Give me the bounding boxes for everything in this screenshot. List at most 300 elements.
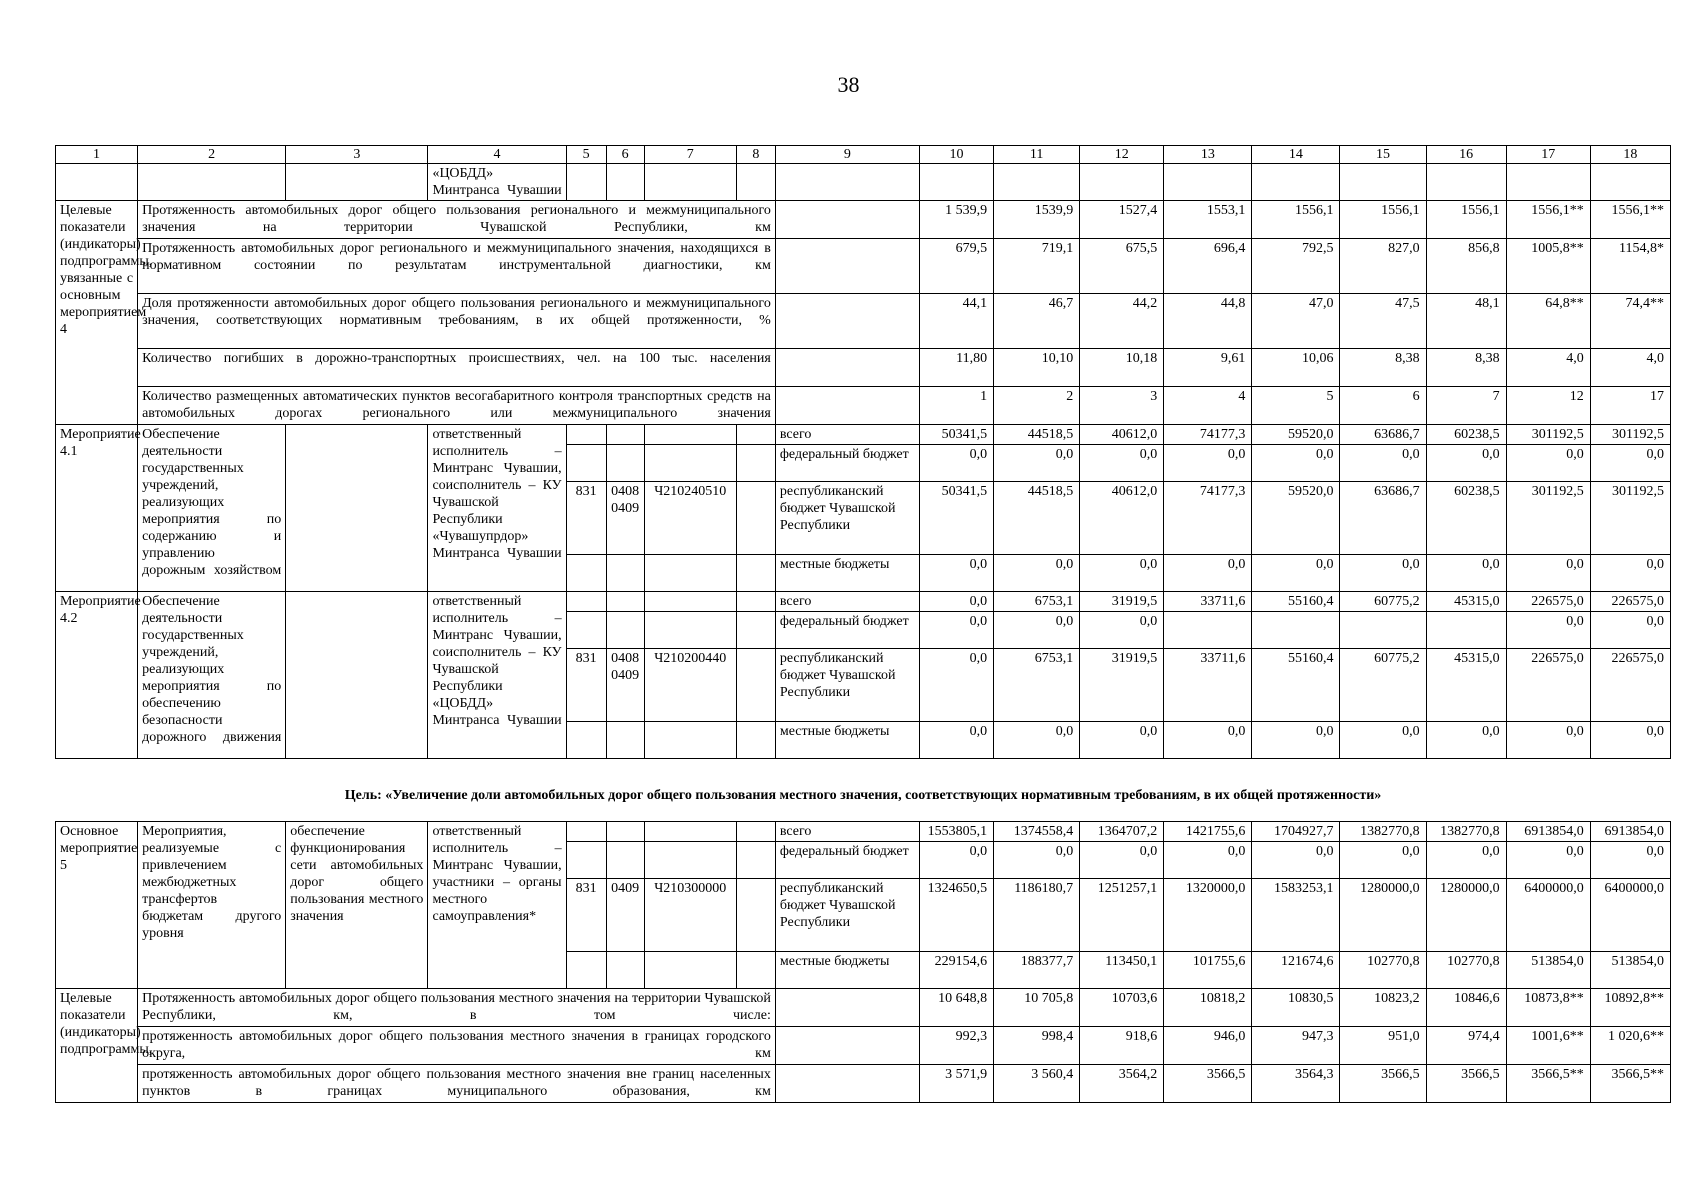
indicator-row — [56, 294, 1671, 349]
value-cell: 918,6 — [1080, 1027, 1164, 1065]
column-number: 13 — [1164, 146, 1252, 164]
value-cell: 226575,0 — [1506, 649, 1590, 722]
table-cell — [1590, 164, 1670, 201]
table-cell — [736, 952, 775, 989]
value-cell: 1 — [920, 387, 994, 425]
value-cell: 6753,1 — [994, 649, 1080, 722]
value-cell: 10,06 — [1252, 349, 1340, 387]
value-cell: 2 — [994, 387, 1080, 425]
value-cell: 0,0 — [994, 722, 1080, 759]
measure-goal — [286, 592, 428, 759]
table-cell — [606, 612, 644, 649]
column-number: 7 — [644, 146, 736, 164]
value-cell: 101755,6 — [1164, 952, 1252, 989]
column-number: 9 — [775, 146, 919, 164]
value-cell: 856,8 — [1426, 239, 1506, 294]
table-cell — [920, 164, 994, 201]
funding-source: всего — [775, 425, 919, 445]
value-cell: 1005,8** — [1506, 239, 1590, 294]
value-cell: 1324650,5 — [920, 879, 994, 952]
value-cell: 0,0 — [1080, 445, 1164, 482]
funding-source: федеральный бюджет — [775, 842, 919, 879]
table-cell — [736, 592, 775, 612]
value-cell: 675,5 — [1080, 239, 1164, 294]
table-cell — [138, 164, 286, 201]
table-cell — [566, 555, 606, 592]
table-cell — [606, 425, 644, 445]
value-cell: 0,0 — [1426, 555, 1506, 592]
value-cell: 1382770,8 — [1426, 822, 1506, 842]
value-cell: 4,0 — [1506, 349, 1590, 387]
value-cell: 74177,3 — [1164, 425, 1252, 445]
table-cell — [606, 164, 644, 201]
value-cell: 59520,0 — [1252, 482, 1340, 555]
value-cell: 113450,1 — [1080, 952, 1164, 989]
table-cell — [566, 592, 606, 612]
value-cell: 44518,5 — [994, 482, 1080, 555]
table-cell — [606, 822, 644, 842]
column-number: 11 — [994, 146, 1080, 164]
table-cell — [736, 612, 775, 649]
funding-row — [56, 592, 1671, 612]
table-cell — [644, 445, 736, 482]
value-cell: 0,0 — [1506, 842, 1590, 879]
value-cell: 40612,0 — [1080, 482, 1164, 555]
value-cell: 47,0 — [1252, 294, 1340, 349]
table-cell — [775, 349, 919, 387]
value-cell: 121674,6 — [1252, 952, 1340, 989]
column-number: 3 — [286, 146, 428, 164]
target-article-code: Ч210300000 — [644, 879, 736, 952]
value-cell: 1280000,0 — [1426, 879, 1506, 952]
value-cell: 3564,3 — [1252, 1065, 1340, 1103]
value-cell: 10,18 — [1080, 349, 1164, 387]
value-cell: 63686,7 — [1340, 425, 1426, 445]
value-cell: 3566,5 — [1340, 1065, 1426, 1103]
goal-heading: Цель: «Увеличение доли автомобильных дорог общего пользования местного значения, соответствующих нормативным требованиям, в их общей протяженности» — [344, 788, 1382, 803]
indicator-row — [56, 1065, 1671, 1103]
table-cell — [566, 842, 606, 879]
value-cell: 1539,9 — [994, 201, 1080, 239]
measure-name: Мероприятия, реализуемые с привлечением межбюджетных трансфертов бюджетам другого уровня — [138, 822, 286, 989]
value-cell: 1553,1 — [1164, 201, 1252, 239]
table-cell — [736, 425, 775, 445]
value-cell: 0,0 — [1252, 445, 1340, 482]
value-cell: 301192,5 — [1506, 425, 1590, 445]
value-cell: 3 571,9 — [920, 1065, 994, 1103]
value-cell: 64,8** — [1506, 294, 1590, 349]
table-cell — [736, 445, 775, 482]
table-cell — [736, 555, 775, 592]
table-cell — [644, 425, 736, 445]
value-cell: 1553805,1 — [920, 822, 994, 842]
value-cell: 6753,1 — [994, 592, 1080, 612]
column-number: 5 — [566, 146, 606, 164]
value-cell: 0,0 — [920, 842, 994, 879]
indicator-text: Доля протяженности автомобильных дорог общего пользования регионального и межмуниципального значения, соответствующих нормативным требованиям, в их общей протяженности, % — [138, 294, 776, 349]
value-cell: 4 — [1164, 387, 1252, 425]
table-cell — [1080, 164, 1164, 201]
value-cell: 0,0 — [994, 842, 1080, 879]
value-cell: 301192,5 — [1506, 482, 1590, 555]
funding-row — [56, 822, 1671, 842]
indicator-row — [56, 349, 1671, 387]
value-cell: 0,0 — [994, 555, 1080, 592]
column-number: 10 — [920, 146, 994, 164]
value-cell: 0,0 — [1506, 612, 1590, 649]
value-cell: 0,0 — [1080, 612, 1164, 649]
value-cell: 0,0 — [1590, 555, 1670, 592]
indicator-group-label: Целевые показатели (индикаторы) подпрограммы, — [56, 989, 138, 1103]
indicator-row — [56, 387, 1671, 425]
grbs-code: 831 — [566, 879, 606, 952]
target-article-code: Ч210200440 — [644, 649, 736, 722]
table-cell — [566, 952, 606, 989]
table-cell — [606, 592, 644, 612]
value-cell: 31919,5 — [1080, 649, 1164, 722]
value-cell — [1164, 612, 1252, 649]
value-cell: 0,0 — [1590, 842, 1670, 879]
value-cell: 0,0 — [1426, 722, 1506, 759]
value-cell: 0,0 — [1426, 445, 1506, 482]
value-cell: 0,0 — [1164, 555, 1252, 592]
value-cell: 1280000,0 — [1340, 879, 1426, 952]
value-cell: 0,0 — [920, 722, 994, 759]
value-cell: 0,0 — [1164, 722, 1252, 759]
value-cell: 50341,5 — [920, 482, 994, 555]
value-cell: 0,0 — [994, 612, 1080, 649]
value-cell: 9,61 — [1164, 349, 1252, 387]
table-cell — [994, 164, 1080, 201]
indicator-text: протяженность автомобильных дорог общего пользования местного значения в границах городского округа, км — [138, 1027, 776, 1065]
value-cell: 10846,6 — [1426, 989, 1506, 1027]
table-cell — [1426, 164, 1506, 201]
value-cell: 998,4 — [994, 1027, 1080, 1065]
value-cell: 6400000,0 — [1590, 879, 1670, 952]
table-cell — [736, 842, 775, 879]
value-cell: 102770,8 — [1340, 952, 1426, 989]
table-cell — [775, 387, 919, 425]
table-cell — [566, 722, 606, 759]
funding-source: республиканский бюджет Чувашской Республики — [775, 879, 919, 952]
measure-goal: обеспечение функционирования сети автомобильных дорог общего пользования местного значения — [286, 822, 428, 989]
page-number: 38 — [837, 72, 860, 97]
responsible-cell: ответственный исполнитель – Минтранс Чувашии, участники – органы местного самоуправления* — [428, 822, 566, 989]
table-cell — [736, 722, 775, 759]
value-cell: 33711,6 — [1164, 592, 1252, 612]
table-cell — [566, 425, 606, 445]
grbs-code: 831 — [566, 482, 606, 555]
value-cell: 229154,6 — [920, 952, 994, 989]
table-cell — [56, 164, 138, 201]
value-cell: 0,0 — [1506, 445, 1590, 482]
value-cell: 45315,0 — [1426, 649, 1506, 722]
value-cell: 1251257,1 — [1080, 879, 1164, 952]
value-cell: 59520,0 — [1252, 425, 1340, 445]
indicator-text: Протяженность автомобильных дорог общего пользования регионального и межмуниципального значения на территории Чувашской Республики, км — [138, 201, 776, 239]
indicator-text: Протяженность автомобильных дорог общего пользования местного значения на территории Чувашской Республики, км, в том числе: — [138, 989, 776, 1027]
value-cell: 719,1 — [994, 239, 1080, 294]
table-cell — [736, 879, 775, 952]
value-cell: 44,1 — [920, 294, 994, 349]
value-cell: 11,80 — [920, 349, 994, 387]
measure-name: Обеспечение деятельности государственных учреждений, реализующих мероприятия по содержанию и управлению дорожным хозяйством — [138, 425, 286, 592]
value-cell: 0,0 — [1252, 842, 1340, 879]
grbs-code: 831 — [566, 649, 606, 722]
value-cell: 226575,0 — [1590, 592, 1670, 612]
measure-name: Обеспечение деятельности государственных учреждений, реализующих мероприятия по обеспечению безопасности дорожного движения — [138, 592, 286, 759]
value-cell: 6400000,0 — [1506, 879, 1590, 952]
table-cell — [775, 989, 919, 1027]
value-cell: 8,38 — [1426, 349, 1506, 387]
value-cell: 3 — [1080, 387, 1164, 425]
table-cell — [606, 445, 644, 482]
value-cell: 1556,1** — [1590, 201, 1670, 239]
column-number: 17 — [1506, 146, 1590, 164]
value-cell — [1340, 612, 1426, 649]
value-cell: 1556,1 — [1252, 201, 1340, 239]
indicator-text: Протяженность автомобильных дорог регионального и межмуниципального значения, находящихся в нормативном состоянии по результатам инструментальной диагностики, км — [138, 239, 776, 294]
value-cell: 0,0 — [1590, 612, 1670, 649]
table-cell — [775, 294, 919, 349]
table-cell — [606, 952, 644, 989]
table-cell — [644, 555, 736, 592]
indicator-row — [56, 239, 1671, 294]
table-cell — [644, 822, 736, 842]
value-cell: 48,1 — [1426, 294, 1506, 349]
value-cell: 0,0 — [1506, 555, 1590, 592]
value-cell: 1556,1 — [1340, 201, 1426, 239]
table-cell — [775, 1027, 919, 1065]
column-number: 4 — [428, 146, 566, 164]
value-cell: 974,4 — [1426, 1027, 1506, 1065]
value-cell: 0,0 — [1164, 445, 1252, 482]
value-cell: 0,0 — [1506, 722, 1590, 759]
value-cell: 1382770,8 — [1340, 822, 1426, 842]
value-cell: 1374558,4 — [994, 822, 1080, 842]
value-cell: 792,5 — [1252, 239, 1340, 294]
column-number: 12 — [1080, 146, 1164, 164]
value-cell: 47,5 — [1340, 294, 1426, 349]
value-cell: 40612,0 — [1080, 425, 1164, 445]
value-cell: 3564,2 — [1080, 1065, 1164, 1103]
column-number: 2 — [138, 146, 286, 164]
value-cell: 0,0 — [1340, 722, 1426, 759]
table-cell — [606, 555, 644, 592]
value-cell: 0,0 — [1252, 555, 1340, 592]
value-cell: 45315,0 — [1426, 592, 1506, 612]
table-cell — [1252, 164, 1340, 201]
value-cell: 513854,0 — [1590, 952, 1670, 989]
value-cell: 17 — [1590, 387, 1670, 425]
table-cell — [644, 164, 736, 201]
indicator-text: Количество погибших в дорожно-транспортных происшествиях, чел. на 100 тыс. населения — [138, 349, 776, 387]
value-cell: 31919,5 — [1080, 592, 1164, 612]
value-cell: 3 560,4 — [994, 1065, 1080, 1103]
value-cell: 226575,0 — [1506, 592, 1590, 612]
program-table — [55, 145, 1671, 759]
value-cell: 60775,2 — [1340, 592, 1426, 612]
value-cell: 1154,8* — [1590, 239, 1670, 294]
value-cell: 55160,4 — [1252, 592, 1340, 612]
value-cell: 0,0 — [920, 555, 994, 592]
value-cell: 679,5 — [920, 239, 994, 294]
value-cell: 1556,1** — [1506, 201, 1590, 239]
value-cell: 44,8 — [1164, 294, 1252, 349]
value-cell: 44518,5 — [994, 425, 1080, 445]
value-cell: 1527,4 — [1080, 201, 1164, 239]
value-cell: 1583253,1 — [1252, 879, 1340, 952]
column-number-row — [56, 146, 1671, 164]
value-cell: 0,0 — [1340, 555, 1426, 592]
target-article-code: Ч210240510 — [644, 482, 736, 555]
funding-source: всего — [775, 822, 919, 842]
value-cell: 0,0 — [1590, 445, 1670, 482]
value-cell: 226575,0 — [1590, 649, 1670, 722]
value-cell: 0,0 — [1164, 842, 1252, 879]
table-cell — [736, 822, 775, 842]
value-cell: 0,0 — [920, 612, 994, 649]
value-cell: 12 — [1506, 387, 1590, 425]
value-cell: 827,0 — [1340, 239, 1426, 294]
value-cell: 1001,6** — [1506, 1027, 1590, 1065]
value-cell: 6 — [1340, 387, 1426, 425]
value-cell: 7 — [1426, 387, 1506, 425]
table-cell — [775, 1065, 919, 1103]
table-cell — [566, 445, 606, 482]
funding-source: федеральный бюджет — [775, 445, 919, 482]
value-cell: 10830,5 — [1252, 989, 1340, 1027]
value-cell: 10 705,8 — [994, 989, 1080, 1027]
value-cell — [1252, 612, 1340, 649]
funding-source: местные бюджеты — [775, 555, 919, 592]
value-cell: 301192,5 — [1590, 425, 1670, 445]
value-cell: 301192,5 — [1590, 482, 1670, 555]
table-cell — [644, 722, 736, 759]
column-number: 16 — [1426, 146, 1506, 164]
indicator-row — [56, 989, 1671, 1027]
value-cell: 3566,5 — [1426, 1065, 1506, 1103]
funding-source: республиканский бюджет Чувашской Республики — [775, 649, 919, 722]
value-cell: 1 539,9 — [920, 201, 994, 239]
measure-label: Мероприятие 4.1 — [56, 425, 138, 592]
table-cell — [286, 164, 428, 201]
value-cell: 1421755,6 — [1164, 822, 1252, 842]
value-cell: 102770,8 — [1426, 952, 1506, 989]
funding-source: местные бюджеты — [775, 952, 919, 989]
indicator-row — [56, 201, 1671, 239]
section-code: 0409 — [606, 879, 644, 952]
funding-source: всего — [775, 592, 919, 612]
table-cell — [736, 164, 775, 201]
table-cell — [644, 592, 736, 612]
table-cell — [644, 952, 736, 989]
value-cell: 10,10 — [994, 349, 1080, 387]
measure-goal — [286, 425, 428, 592]
value-cell: 1186180,7 — [994, 879, 1080, 952]
value-cell: 0,0 — [1080, 722, 1164, 759]
indicator-text: протяженность автомобильных дорог общего пользования местного значения вне границ населенных пунктов в границах муниципального образования, км — [138, 1065, 776, 1103]
table-cell — [644, 612, 736, 649]
funding-source: республиканский бюджет Чувашской Республики — [775, 482, 919, 555]
table-cell — [606, 722, 644, 759]
value-cell: 6913854,0 — [1590, 822, 1670, 842]
table-cell — [1506, 164, 1590, 201]
section-code: 0408 0409 — [606, 649, 644, 722]
indicator-group-label: Целевые показатели (индикаторы) подпрограммы, увязанные с основным мероприятием 4 — [56, 201, 138, 425]
value-cell: 0,0 — [1080, 555, 1164, 592]
responsible-cell: «ЦОБДД» Минтранса Чувашии — [428, 164, 566, 201]
table-cell — [566, 164, 606, 201]
responsible-cell: ответственный исполнитель – Минтранс Чувашии, соисполнитель – КУ Чувашской Республики «ЦОБДД» Минтранса Чувашии — [428, 592, 566, 759]
value-cell: 60775,2 — [1340, 649, 1426, 722]
value-cell: 696,4 — [1164, 239, 1252, 294]
value-cell: 74177,3 — [1164, 482, 1252, 555]
table-cell — [775, 201, 919, 239]
measure-label: Основное мероприятие 5 — [56, 822, 138, 989]
value-cell: 3566,5** — [1590, 1065, 1670, 1103]
indicator-text: Количество размещенных автоматических пунктов весогабаритного контроля транспортных средств на автомобильных дорогах регионального или межмуниципального значения — [138, 387, 776, 425]
indicator-row — [56, 1027, 1671, 1065]
value-cell: 55160,4 — [1252, 649, 1340, 722]
table-cell — [566, 612, 606, 649]
value-cell: 10892,8** — [1590, 989, 1670, 1027]
value-cell: 10823,2 — [1340, 989, 1426, 1027]
value-cell: 4,0 — [1590, 349, 1670, 387]
value-cell: 0,0 — [1080, 842, 1164, 879]
value-cell: 0,0 — [920, 592, 994, 612]
value-cell: 1556,1 — [1426, 201, 1506, 239]
table-cell — [606, 842, 644, 879]
column-number: 15 — [1340, 146, 1426, 164]
measure-label: Мероприятие 4.2 — [56, 592, 138, 759]
funding-source: местные бюджеты — [775, 722, 919, 759]
value-cell: 951,0 — [1340, 1027, 1426, 1065]
value-cell: 0,0 — [1340, 842, 1426, 879]
value-cell: 0,0 — [920, 445, 994, 482]
value-cell: 60238,5 — [1426, 482, 1506, 555]
value-cell: 1320000,0 — [1164, 879, 1252, 952]
value-cell: 44,2 — [1080, 294, 1164, 349]
table-cell — [736, 482, 775, 555]
value-cell: 6913854,0 — [1506, 822, 1590, 842]
value-cell: 188377,7 — [994, 952, 1080, 989]
value-cell: 10 648,8 — [920, 989, 994, 1027]
value-cell: 10703,6 — [1080, 989, 1164, 1027]
value-cell: 947,3 — [1252, 1027, 1340, 1065]
value-cell: 0,0 — [920, 649, 994, 722]
value-cell: 513854,0 — [1506, 952, 1590, 989]
value-cell: 50341,5 — [920, 425, 994, 445]
value-cell: 8,38 — [1340, 349, 1426, 387]
value-cell: 0,0 — [1252, 722, 1340, 759]
value-cell: 992,3 — [920, 1027, 994, 1065]
table-cell — [775, 239, 919, 294]
continuation-row — [56, 164, 1671, 201]
value-cell: 0,0 — [1590, 722, 1670, 759]
value-cell: 74,4** — [1590, 294, 1670, 349]
value-cell: 0,0 — [994, 445, 1080, 482]
table-cell — [736, 649, 775, 722]
value-cell: 1 020,6** — [1590, 1027, 1670, 1065]
value-cell: 3566,5 — [1164, 1065, 1252, 1103]
value-cell: 3566,5** — [1506, 1065, 1590, 1103]
value-cell: 10818,2 — [1164, 989, 1252, 1027]
table-cell — [1340, 164, 1426, 201]
program-table-continued — [55, 821, 1671, 1103]
column-number: 1 — [56, 146, 138, 164]
column-number: 8 — [736, 146, 775, 164]
